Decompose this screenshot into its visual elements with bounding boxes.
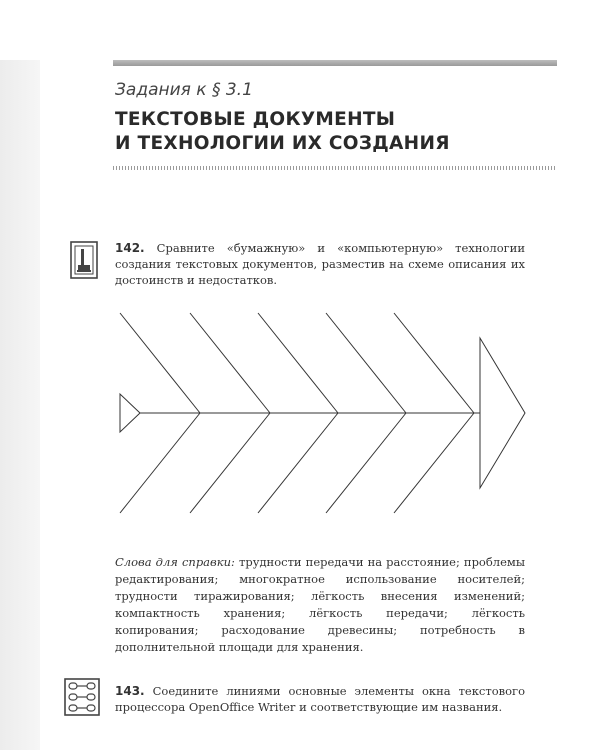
computer-task-icon [70,241,98,279]
fishbone-bone-upper-4 [326,313,406,413]
task-142 [115,240,525,288]
fishbone-bone-lower-4 [326,413,406,513]
header-dotted-rule [113,166,557,170]
matching-task-icon [64,678,100,716]
fishbone-bone-lower-3 [258,413,338,513]
fishbone-bone-upper-5 [394,313,474,413]
section-label: Задания к § 3.1 [115,80,253,100]
reference-label: Слова для справки: [115,555,235,569]
fishbone-bone-upper-1 [120,313,200,413]
fishbone-bone-upper-2 [190,313,270,413]
task-143 [115,683,525,715]
task-142-text: Сравните «бумажную» и «компьютерную» технологии создания текстовых документов, разместив на схеме описания их достоинств и недостатков. [115,241,525,287]
title-line-2: И ТЕХНОЛОГИИ ИХ СОЗДАНИЯ [115,133,450,154]
fishbone-head [480,338,525,488]
fishbone-tail [120,394,140,432]
task-143-number: 143. [115,684,145,698]
title-line-1: ТЕКСТОВЫЕ ДОКУМЕНТЫ [115,109,396,130]
fishbone-bone-lower-2 [190,413,270,513]
header-top-rule [113,60,557,66]
page-margin-shade [0,60,40,750]
fishbone-diagram [110,308,530,538]
reference-words [115,554,525,656]
task-143-text: Соедините линиями основные элементы окна текстового процессора OpenOffice Writer и соответствующие им названия. [115,684,526,714]
task-142-number: 142. [115,241,145,255]
section-title [115,108,555,156]
fishbone-bone-lower-1 [120,413,200,513]
fishbone-bone-lower-5 [394,413,474,513]
fishbone-bone-upper-3 [258,313,338,413]
reference-text: трудности передачи на расстояние; проблемы редактирования; многократное использование носителей; трудности тиражирования; лёгкость внесения изменений; компактность хранения; лёгкость передачи; лёгкость копирования; расходование древесины; потребность в дополнительной площади для хранения. [115,555,525,654]
